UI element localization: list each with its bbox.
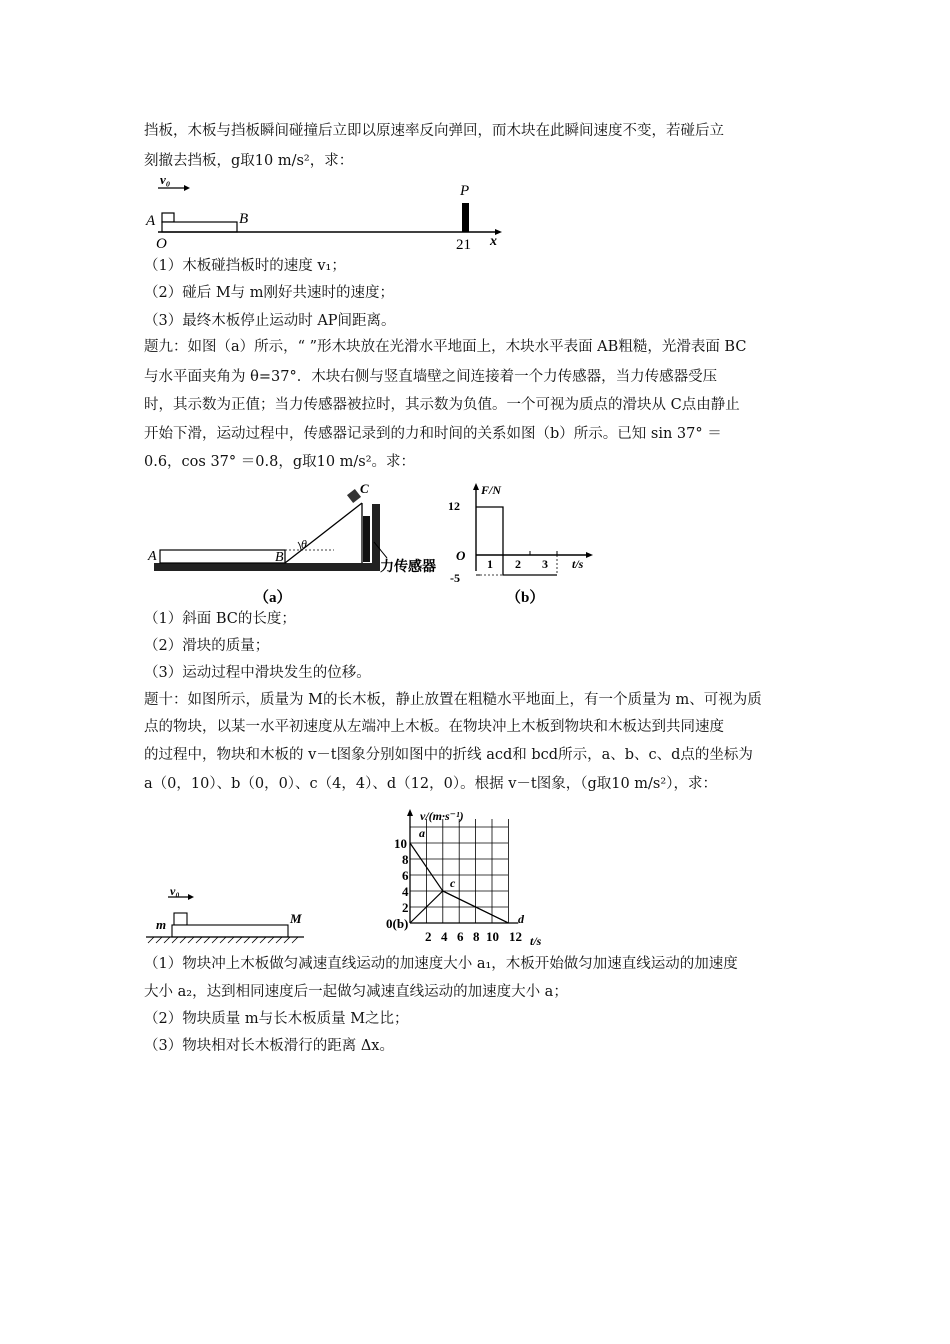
xtick-label: 12 bbox=[509, 929, 522, 944]
xtick-label: 3 bbox=[542, 557, 548, 571]
label-C: C bbox=[360, 481, 369, 496]
question-3: （3）物块相对长木板滑行的距离 Δx。 bbox=[144, 1038, 394, 1054]
slider-block bbox=[347, 489, 361, 503]
chart-ylabel: v/(m·s⁻¹) bbox=[420, 809, 464, 823]
xtick-label: 10 bbox=[486, 929, 499, 944]
vertical-wall-bar bbox=[372, 504, 380, 571]
arrow-head bbox=[188, 894, 194, 900]
figure-b-force-chart bbox=[444, 476, 604, 610]
label-O: O bbox=[156, 236, 167, 252]
ytick-label: 6 bbox=[402, 868, 409, 883]
ytick-label: 10 bbox=[394, 836, 407, 851]
ytick-label: 4 bbox=[402, 884, 409, 899]
block-A bbox=[162, 213, 174, 222]
chart-origin: O bbox=[456, 548, 466, 563]
problem10-line: 题十：如图所示，质量为 M的长木板，静止放置在粗糙水平地面上，有一个质量为 m、可视为质 bbox=[144, 692, 762, 708]
obstacle-P bbox=[462, 203, 469, 232]
ytick-label: 2 bbox=[402, 900, 409, 915]
question-1-cont: 大小 a₂，达到相同速度后一起做匀减速直线运动的加速度大小 a； bbox=[144, 984, 568, 1000]
chart-xlabel: t/s bbox=[530, 934, 542, 948]
point-a-label: a bbox=[419, 826, 425, 840]
ytick-label: -5 bbox=[450, 571, 460, 585]
label-theta: θ bbox=[301, 537, 307, 551]
surface-AB bbox=[160, 550, 285, 563]
force-sensor bbox=[363, 516, 370, 562]
ytick-label: 0(b) bbox=[386, 916, 409, 931]
caption-a: （a） bbox=[254, 590, 292, 606]
chart-xlabel: t/s bbox=[572, 557, 584, 571]
base-bar bbox=[154, 563, 380, 571]
problem9-line: 开始下滑，运动过程中，传感器记录到的力和时间的关系如图（b）所示。已知 sin 37° ＝ bbox=[144, 426, 722, 442]
problem10-line: 的过程中，物块和木板的 v－t图象分别如图中的折线 acd和 bcd所示，a、b、c、d点的坐标为 bbox=[144, 747, 753, 763]
xtick-label: 2 bbox=[425, 929, 432, 944]
label-B: B bbox=[239, 211, 249, 227]
long-board-M bbox=[172, 925, 288, 937]
label-A: A bbox=[148, 549, 157, 564]
label-sensor: 力传感器 bbox=[380, 560, 436, 575]
problem9-line: 时，其示数为正值；当力传感器被拉时，其示数为负值。一个可视为质点的滑块从 C点由静止 bbox=[144, 397, 740, 413]
question-3: （3）最终木板停止运动时 AP间距离。 bbox=[144, 313, 396, 329]
label-M: M bbox=[290, 911, 302, 926]
question-2: （2）滑块的质量； bbox=[144, 638, 270, 654]
y-axis-arrow bbox=[473, 483, 479, 490]
caption-b: （b） bbox=[506, 590, 545, 606]
label-m: m bbox=[156, 917, 167, 932]
problem10-line: 点的物块，以某一水平初速度从左端冲上木板。在物块冲上木板到物块和木板达到共同速度 bbox=[144, 719, 724, 735]
arrow-head bbox=[184, 185, 190, 191]
ytick-label: 12 bbox=[448, 499, 460, 513]
problem9-line: 0.6，cos 37° ＝0.8，g取10 m/s²。求： bbox=[144, 454, 416, 470]
point-c-label: c bbox=[450, 876, 456, 890]
question-2: （2）碰后 M与 m刚好共速时的速度； bbox=[144, 285, 395, 301]
problem9-line: 题九：如图（a）所示，“ ”形木块放在光滑水平地面上，木块水平表面 AB粗糙，光滑表面 BC bbox=[144, 339, 747, 355]
incline-BC bbox=[285, 503, 362, 563]
label-v0: v₀ bbox=[160, 178, 171, 187]
question-2: （2）物块质量 m与长木板质量 M之比； bbox=[144, 1011, 409, 1027]
question-1: （1）斜面 BC的长度； bbox=[144, 611, 296, 627]
figure-board-obstacle bbox=[140, 178, 510, 258]
chart-ylabel: F/N bbox=[481, 483, 502, 497]
block-m bbox=[174, 913, 187, 925]
question-1: （1）木板碰挡板时的速度 v₁； bbox=[144, 258, 346, 274]
xtick-label: 8 bbox=[473, 929, 480, 944]
board bbox=[162, 222, 237, 232]
ground-hatching bbox=[148, 937, 298, 943]
text-line: 刻撤去挡板，g取10 m/s²，求： bbox=[144, 153, 354, 169]
label-B: B bbox=[275, 550, 284, 565]
label-x: x bbox=[490, 234, 497, 249]
xtick-label: 1 bbox=[487, 557, 493, 571]
xtick-label: 6 bbox=[457, 929, 464, 944]
xtick-label: 2 bbox=[515, 557, 521, 571]
x-axis-arrow bbox=[586, 552, 593, 558]
label-P: P bbox=[460, 183, 470, 199]
label-21: 21 bbox=[456, 237, 471, 253]
point-d-label: d bbox=[518, 912, 524, 926]
question-1: （1）物块冲上木板做匀减速直线运动的加速度大小 a₁，木板开始做匀加速直线运动的加速度 bbox=[144, 956, 738, 972]
label-v0: v₀ bbox=[170, 885, 180, 898]
text-line: 挡板，木板与挡板瞬间碰撞后立即以原速率反向弹回，而木块在此瞬间速度不变，若碰后立 bbox=[144, 123, 724, 139]
figure-vt-chart bbox=[380, 804, 560, 952]
label-A: A bbox=[146, 213, 156, 229]
y-axis-arrow bbox=[407, 809, 413, 816]
figure-a-wedge bbox=[144, 478, 444, 608]
ytick-label: 8 bbox=[402, 852, 409, 867]
problem9-line: 与水平面夹角为 θ=37°．木块右侧与竖直墙壁之间连接着一个力传感器，当力传感器受压 bbox=[144, 369, 718, 385]
question-3: （3）运动过程中滑块发生的位移。 bbox=[144, 665, 371, 681]
problem10-line: a（0，10）、b（0，0）、c（4，4）、d（12，0）。根据 v－t图象，（g取10 m/s²），求： bbox=[144, 776, 717, 792]
figure-block-on-board bbox=[144, 885, 314, 947]
xtick-label: 4 bbox=[441, 929, 448, 944]
